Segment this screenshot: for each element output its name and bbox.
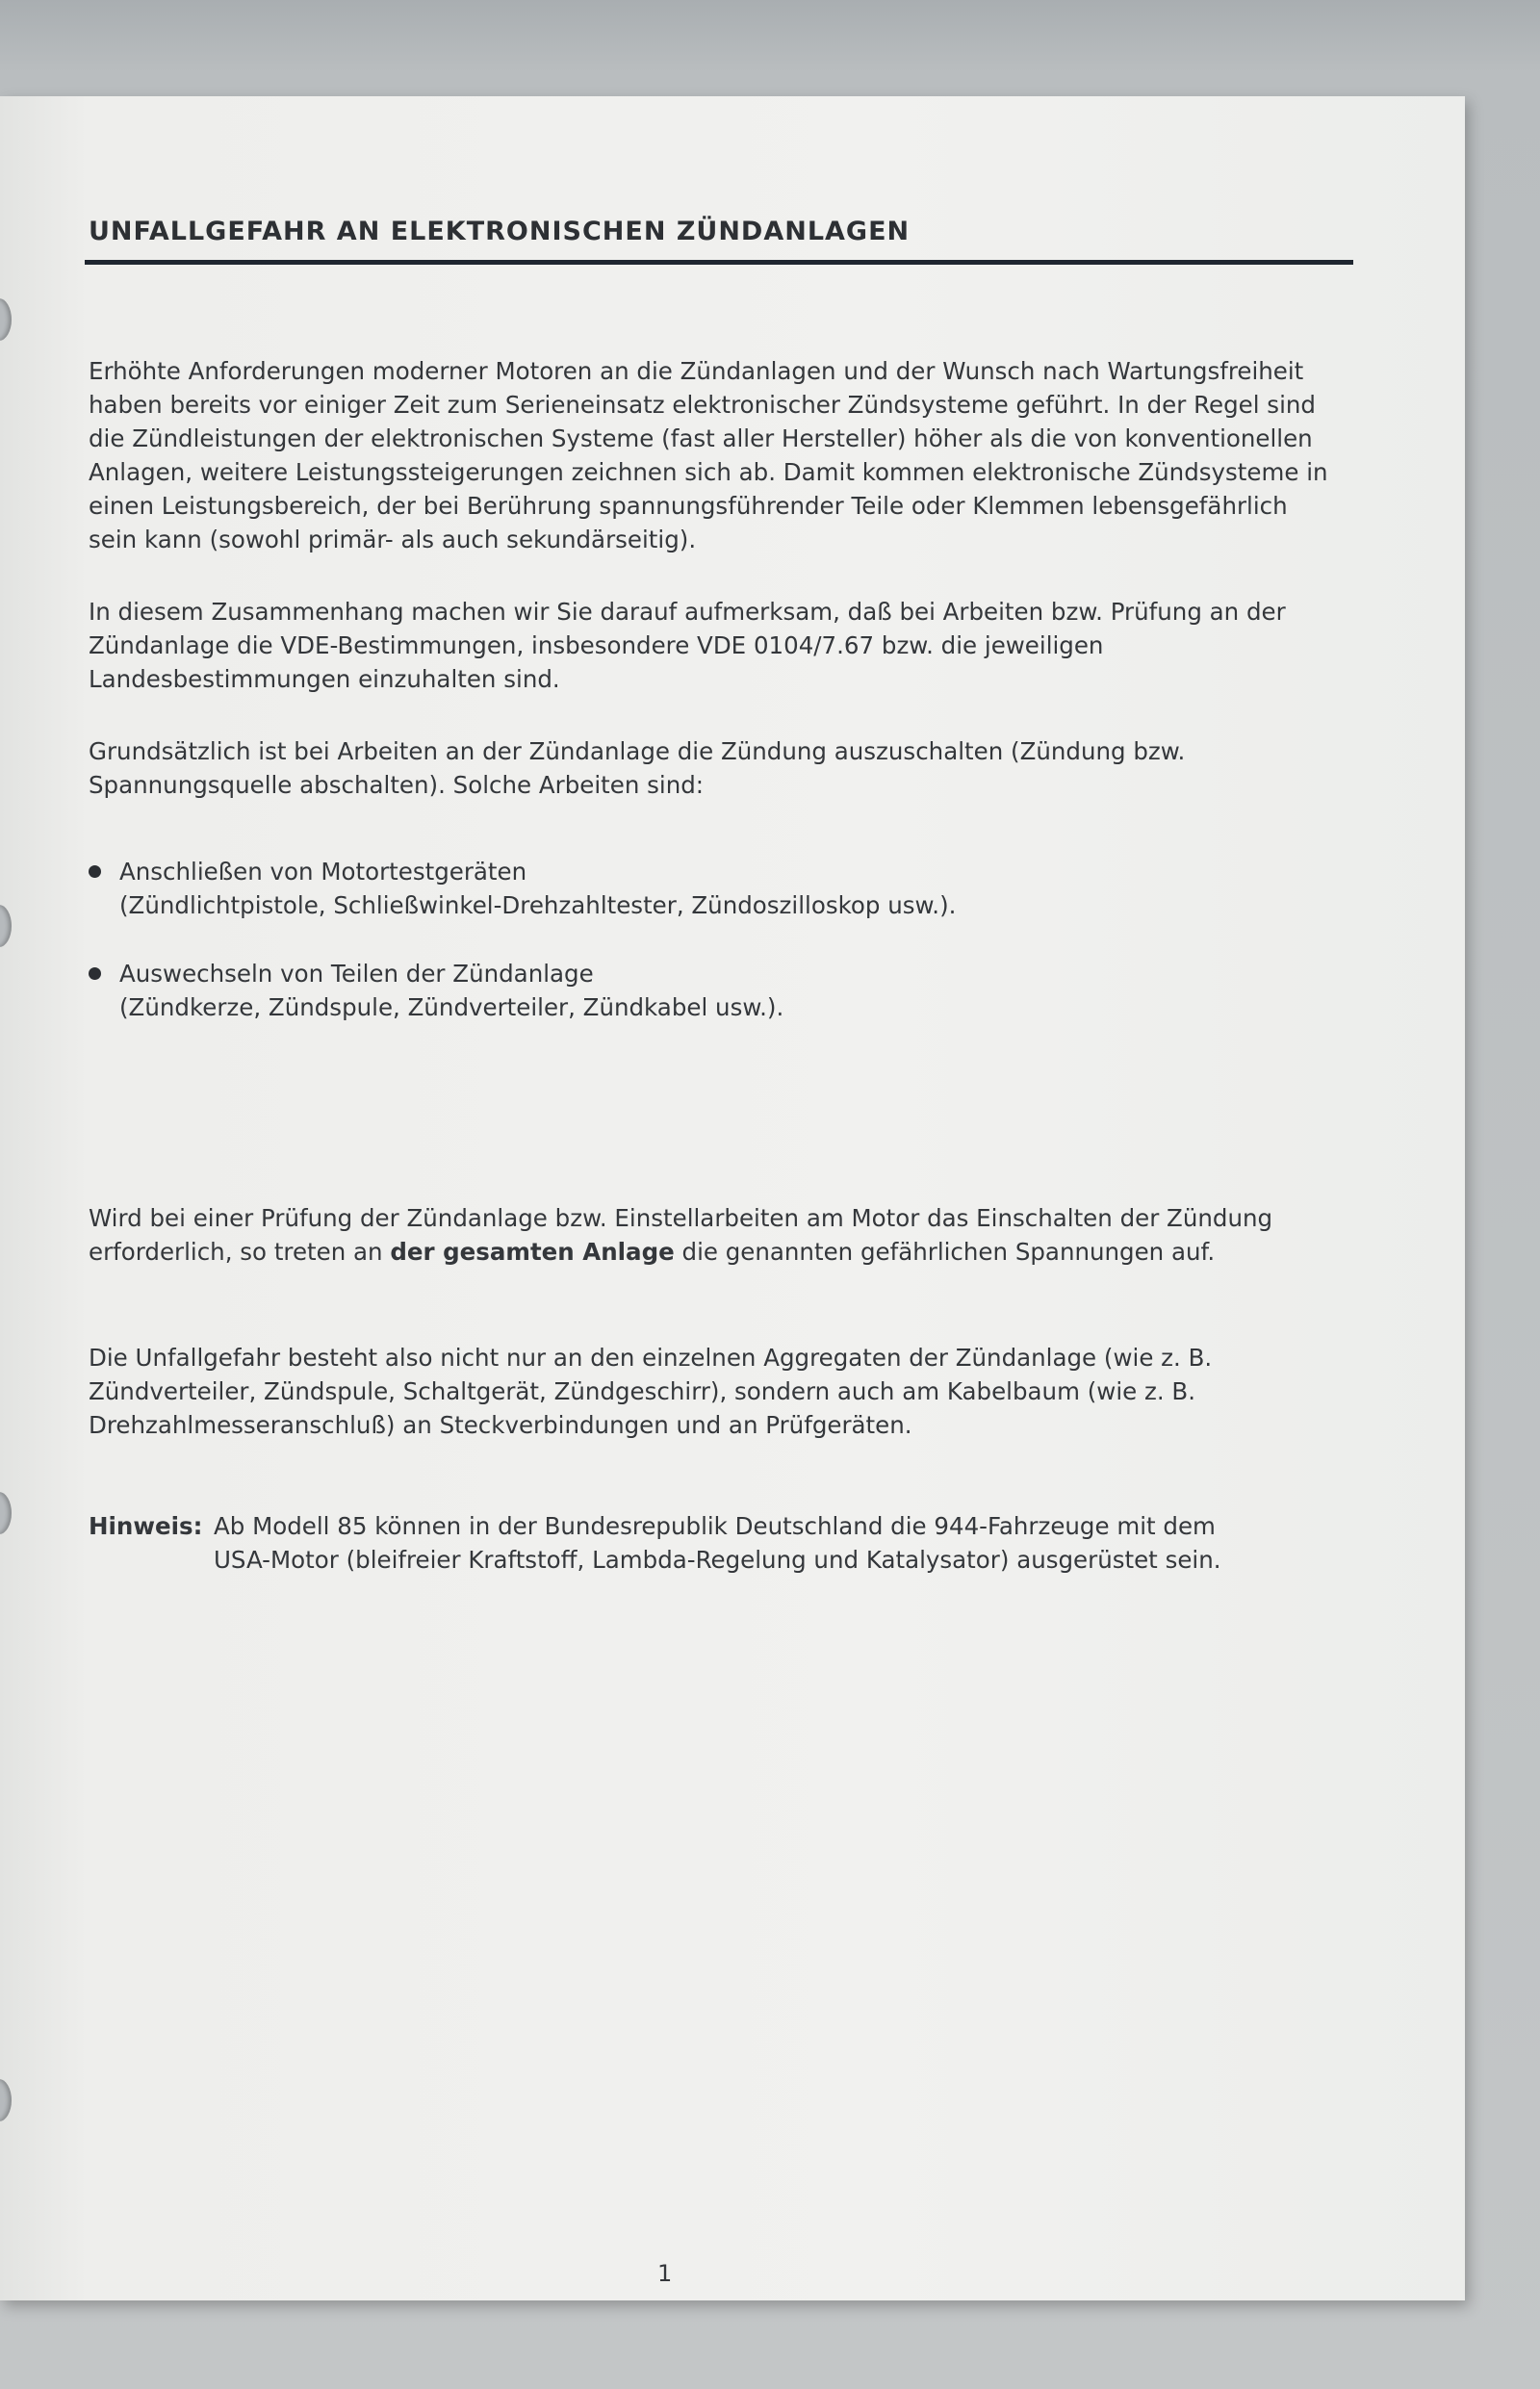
paragraph-text: Wird bei einer Prüfung der Zündanlage bzw. Einstellarbeiten am Motor das Einschalten der Zündung erforderlich, so treten an [89, 1204, 1273, 1266]
binder-hole [0, 298, 12, 341]
note-text: Ab Modell 85 können in der Bundesrepublik Deutschland die 944-Fahrzeuge mit dem USA-Motor (bleifreier Kraftstoff, Lambda-Regelung und Katalysator) ausgerüstet sein. [214, 1512, 1221, 1574]
binder-hole [0, 1492, 12, 1534]
list-item-title: Auswechseln von Teilen der Zündanlage [119, 960, 594, 988]
bullet-icon [89, 865, 101, 878]
list-item-title: Anschließen von Motortestgeräten [119, 858, 527, 886]
page-number: 1 [657, 2260, 673, 2287]
list-item [89, 957, 1330, 1024]
bullet-icon [89, 967, 101, 980]
page-title: UNFALLGEFAHR AN ELEKTRONISCHEN ZÜNDANLAGEN [89, 217, 911, 246]
work-list [89, 855, 1330, 1024]
note-label: Hinweis: [89, 1512, 203, 1540]
paragraph-ignition-off: Grundsätzlich ist bei Arbeiten an der Zündanlage die Zündung auszuschalten (Zündung bzw. Spannungsquelle abschalten). Solche Arbeiten sind: [89, 737, 1186, 799]
list-item-detail: (Zündkerze, Zündspule, Zündverteiler, Zündkabel usw.). [119, 993, 784, 1021]
emphasis-text: der gesamten Anlage [390, 1238, 675, 1266]
list-item [89, 855, 1330, 922]
paragraph-intro: Erhöhte Anforderungen moderner Motoren an die Zündanlagen und der Wunsch nach Wartungsfreiheit haben bereits vor einiger Zeit zum Serieneinsatz elektronischer Zündsysteme geführt. In der Regel sind die Zündleistungen der elektronischen Systeme (fast aller Hersteller) höher als die von konventionellen Anlagen, weitere Leistungssteigerungen zeichnen sich ab. Damit kommen elektronische Zündsysteme in einen Leistungsbereich, der bei Berührung spannungsführender Teile oder Klemmen lebensgefährlich sein kann (sowohl primär- als auch sekundärseitig). [89, 357, 1328, 553]
paragraph-danger-voltages [89, 1201, 1330, 1269]
binder-hole [0, 905, 12, 947]
paragraph-accident-risk: Die Unfallgefahr besteht also nicht nur an den einzelnen Aggregaten der Zündanlage (wie z. B. Zündverteiler, Zündspule, Schaltgerät, Zündgeschirr), sondern auch am Kabelbaum (wie z. B. Drehzahlmesseranschluß) an Steckverbindungen und an Prüfgeräten. [89, 1344, 1213, 1439]
paragraph-text: die genannten gefährlichen Spannungen auf. [674, 1238, 1216, 1266]
title-underline [85, 260, 1353, 265]
paragraph-vde: In diesem Zusammenhang machen wir Sie darauf aufmerksam, daß bei Arbeiten bzw. Prüfung an der Zündanlage die VDE-Bestimmungen, insbesondere VDE 0104/7.67 bzw. die jeweiligen Landesbestimmungen einzuhalten sind. [89, 598, 1286, 693]
document-page [0, 96, 1465, 2300]
list-item-detail: (Zündlichtpistole, Schließwinkel-Drehzahltester, Zündoszilloskop usw.). [119, 891, 957, 919]
binder-hole [0, 2079, 12, 2121]
